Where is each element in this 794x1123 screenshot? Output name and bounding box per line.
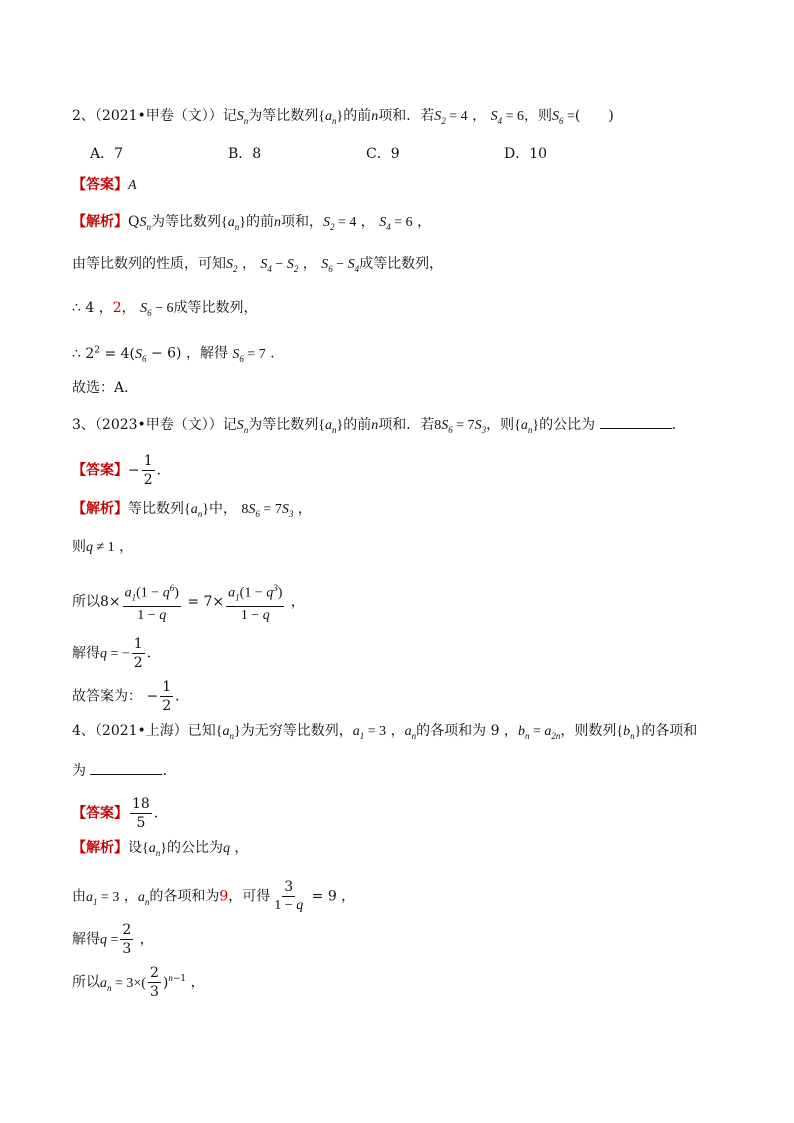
q2-analysis-3: ∴ 4 ，2， $S_6 - 6$成等比数列， <box>72 300 258 318</box>
q2-options <box>90 144 547 164</box>
answer-blank-2 <box>90 760 162 775</box>
q3-analysis-3: 所以8× $\frac{a_1(1 - q^6)}{1 - q}$ = 7× $\frac{a_1(1 - q^3)}{1 - q}$ ， <box>72 579 305 625</box>
q4-stem-2: 为 ． <box>72 760 176 781</box>
answer-blank <box>600 414 672 429</box>
option-c: C．9 <box>366 146 400 162</box>
option-a: A．7 <box>90 146 124 162</box>
q3-analysis-4: 解得q = − $\frac{1}{2}$ ． <box>72 636 161 671</box>
q3-analysis-5: 故答案为： − $\frac{1}{2}$ ． <box>72 679 190 714</box>
q4-analysis-1: 【解析】设$\{a_n\}$的公比为q ， <box>72 840 249 858</box>
q4-analysis-3: 解得q = $\frac{2}{3}$ ， <box>72 922 154 957</box>
q4-analysis-2: 由$a_1 = 3$ ，$a_n$的各项和为9，可得 $\frac{3}{1 - q}$ = 9 ， <box>72 879 356 913</box>
q2-stem: 2、（2021•甲卷（文））记$S_n$为等比数列$\{a_n\}$的前n项和．若$S_2 = 4$ ， $S_4 = 6$，则$S_6$ =( ) <box>72 108 614 126</box>
q4-stem: 4、（2021•上海）已知$\{a_n\}$为无穷等比数列，$a_1 = 3$ ，$a_n$的各项和为 9 ，$b_n = a_{2n}$，则数列$\{b_n\}$的各项和 <box>72 723 698 741</box>
q4-analysis-4: 所以$a_n = 3\times$( $\frac{2}{3}$ )$^{n-1}$ ， <box>72 965 205 1000</box>
q3-analysis-2: 则q ≠ 1 ， <box>72 539 134 555</box>
q2-analysis-4: ∴ $2^2 = 4(S_6 - 6)$ ，解得 $S_6 = 7$ ． <box>72 345 285 364</box>
q4-answer: 【答案】 $\frac{18}{5}$ ． <box>72 796 168 831</box>
q3-stem: 3、（2023•甲卷（文））记$S_n$为等比数列$\{a_n\}$的前n项和．若$8S_6 = 7S_3$，则$\{a_n\}$的公比为 ． <box>72 414 686 440</box>
option-b: B．8 <box>228 146 262 162</box>
q3-answer: 【答案】− $\frac{1}{2}$ ． <box>72 453 171 488</box>
q3-analysis-1: 【解析】等比数列$\{a_n\}$中， $8S_6 = 7S_3$ ， <box>72 501 312 519</box>
q2-analysis-2: 由等比数列的性质，可知$S_2$ ， $S_4 - S_2$ ， $S_6 - S_4$成等比数列， <box>72 256 444 274</box>
q2-answer: 【答案】A <box>72 177 137 193</box>
option-d: D．10 <box>504 146 548 162</box>
q2-conclusion: 故选：A． <box>72 380 139 396</box>
q2-analysis-1: 【解析】$QS_n$为等比数列$\{a_n\}$的前n项和，$S_2 = 4$ ， $S_4 = 6$ ， <box>72 214 432 232</box>
